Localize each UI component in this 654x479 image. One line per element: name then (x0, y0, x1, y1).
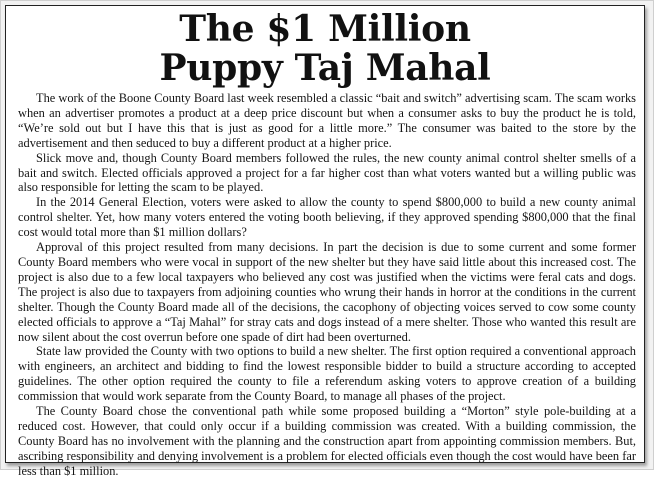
newspaper-clipping (5, 5, 645, 478)
headline (6, 6, 644, 88)
article-paragraph: State law provided the County with two options to build a new shelter. The first option required a conventional approach with engineers, an architect and bidding to find the lowest responsible bidder to build a structure according to accepted guidelines. The other option required the county to file a referendum asking voters to approve creation of a building commission that would work separate from the County Board, to manage all phases of the project. (18, 344, 636, 404)
headline-line-2: Puppy Taj Mahal (159, 47, 491, 89)
article-paragraph: The County Board chose the conventional path while some proposed building a “Morton” style pole-building at a reduced cost. However, that could only occur if a building commission was created. With a building commission, the County Board has no involvement with the planning and the construction apart from appointing commission members. But, ascribing responsibility and denying involvement is a problem for elected officials even though the cost would have been far less than $1 million. (18, 404, 636, 478)
article-body (18, 91, 636, 479)
article-paragraph: The work of the Boone County Board last week resembled a classic “bait and switch” advertising scam. The scam works when an advertiser promotes a product at a deep price discount but when a consumer asks to buy the product he is told, “We’re sold out but I have this that is just as good for a little more.” The consumer was baited to the store by the advertisement and then seduced to buy a different product at a higher price. (18, 91, 636, 150)
article-paragraph: In the 2014 General Election, voters were asked to allow the county to spend $800,000 to build a new county animal control shelter. Yet, how many voters entered the voting booth believing, if they approved spending $800,000 that the final cost would total more than $1 million dollars? (18, 195, 636, 240)
headline-line-1: The $1 Million (179, 8, 471, 50)
article-paragraph: Approval of this project resulted from many decisions. In part the decision is due to some current and some former County Board members who were vocal in support of the new shelter but they have said little about this increased cost. The project is also due to a few local taxpayers who believed any cost was justified when the victims were feral cats and dogs. The project is also due to taxpayers from adjoining counties who wrung their hands in horror at the conditions in the current shelter. Though the County Board made all of the decisions, the cacophony of objecting voices served to cow some county elected officials to approve a “Taj Mahal” for stray cats and dogs instead of a mere shelter. Those who wanted this result are now silent about the cost overrun before one spade of dirt had been overturned. (18, 240, 636, 344)
article-paragraph: Slick move and, though County Board members followed the rules, the new county animal control shelter smells of a bait and switch. Elected officials approved a project for a far higher cost than what voters wanted but a willing public was also responsible for letting the scam to be played. (18, 150, 636, 195)
